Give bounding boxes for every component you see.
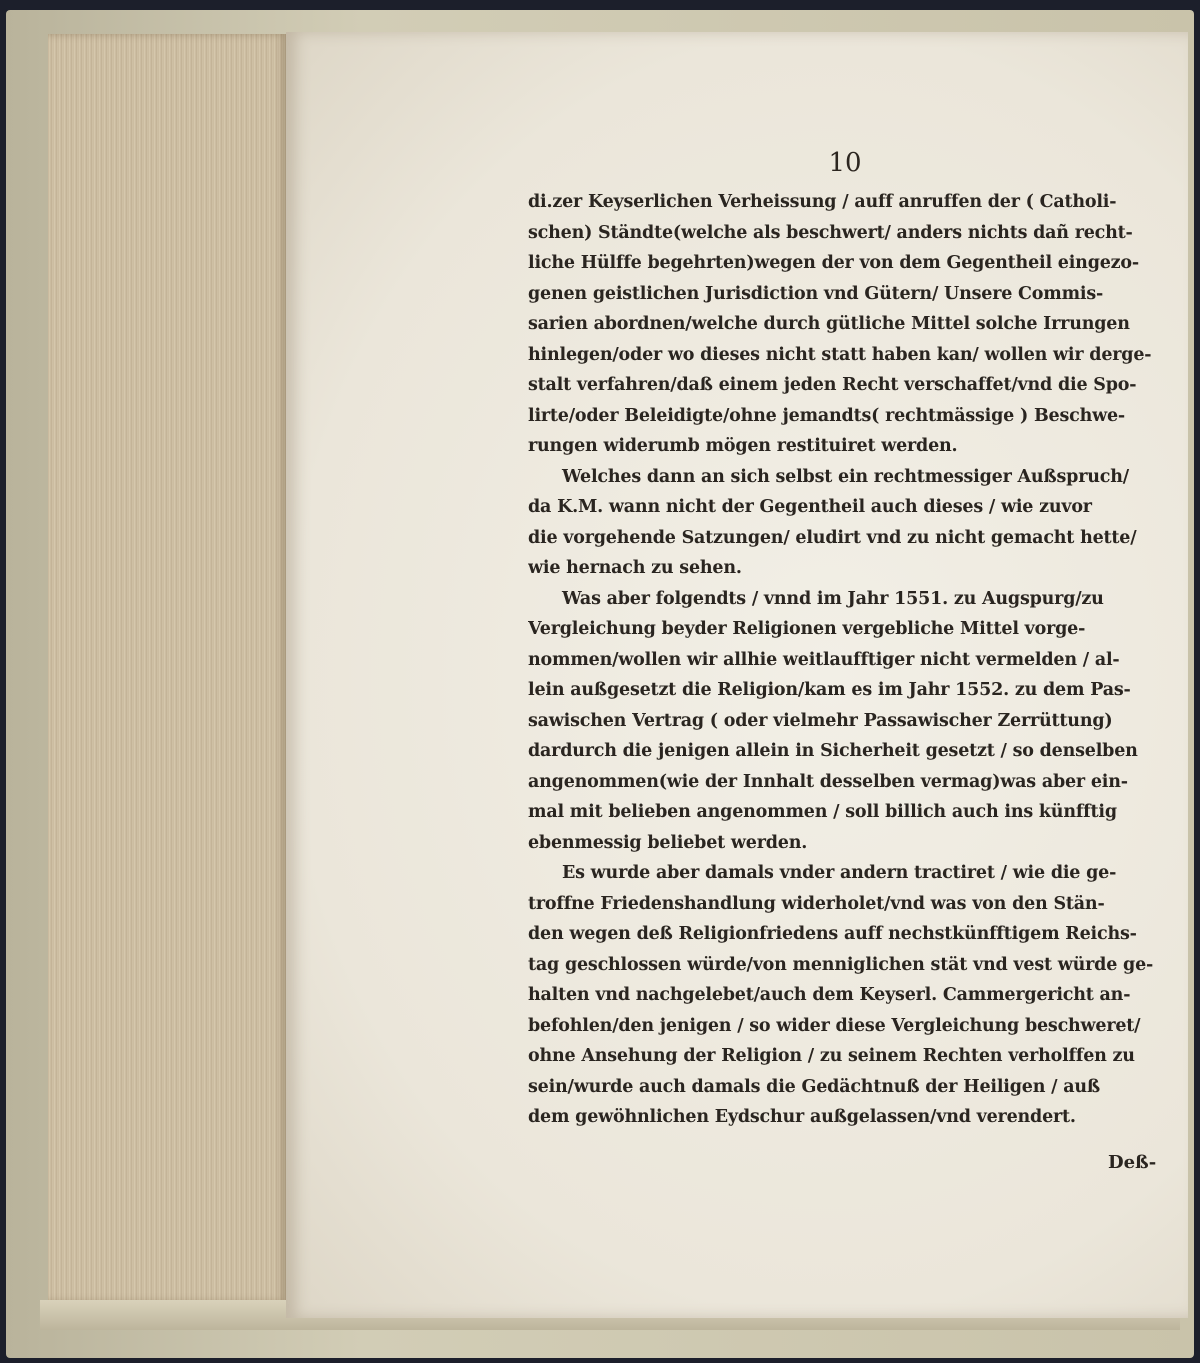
text-line: Es wurde aber damals vnder andern tractiret / wie die ge-: [562, 863, 1117, 883]
text-line: dem gewöhnlichen Eydschur außgelassen/vnd verendert.: [528, 1107, 1076, 1127]
text-line: nommen/wollen wir allhie weitlaufftiger nicht vermelden / al-: [528, 649, 1120, 670]
text-line: tag geschlossen würde/von menniglichen stät vnd vest würde ge-: [528, 954, 1154, 975]
text-line: wie hernach zu sehen.: [528, 558, 742, 578]
page-number: 10: [828, 148, 862, 178]
text-line: sein/wurde auch damals die Gedächtnuß der Heiligen / auß: [528, 1076, 1100, 1097]
text-line: genen geistlichen Jurisdiction vnd Gütern/ Unsere Commis-: [528, 283, 1104, 304]
text-line: mal mit belieben angenommen / soll billich auch ins künfftig: [528, 802, 1117, 822]
text-line: ebenmessig beliebet werden.: [528, 832, 808, 853]
text-line: Welches dann an sich selbst ein rechtmessiger Außspruch/: [562, 466, 1129, 487]
text-line: Was aber folgendts / vnnd im Jahr 1551. zu Augspurg/zu: [562, 588, 1104, 609]
text-line: ohne Ansehung der Religion / zu seinem Rechten verholffen zu: [528, 1046, 1135, 1066]
catchword: Deß-: [1108, 1152, 1157, 1173]
text-line: schen) Ständte(welche als beschwert/ anders nichts dañ recht-: [528, 222, 1133, 243]
body-text: [528, 187, 1168, 1133]
text-line: di.zer Keyserlichen Verheissung / auff anruffen der ( Catholi-: [528, 192, 1117, 212]
text-line: liche Hülffe begehrten)wegen der von dem Gegentheil eingezo-: [528, 253, 1139, 273]
text-line: befohlen/den jenigen / so wider diese Vergleichung beschweret/: [528, 1015, 1141, 1036]
text-line: dardurch die jenigen allein in Sicherheit gesetzt / so denselben: [528, 741, 1138, 761]
text-line: hinlegen/oder wo dieses nicht statt haben kan/ wollen wir derge-: [528, 344, 1152, 365]
text-line: halten vnd nachgelebet/auch dem Keyserl. Cammergericht an-: [528, 985, 1131, 1005]
text-line: da K.M. wann nicht der Gegentheil auch dieses / wie zuvor: [528, 497, 1092, 517]
text-line: lirte/oder Beleidigte/ohne jemandts( rechtmässige ) Beschwe-: [528, 405, 1125, 426]
page-edges: [48, 34, 288, 1302]
text-line: den wegen deß Religionfriedens auff nechstkünfftigem Reichs-: [528, 924, 1137, 944]
text-line: die vorgehende Satzungen/ eludirt vnd zu nicht gemacht hette/: [528, 527, 1137, 548]
text-line: sarien abordnen/welche durch gütliche Mittel solche Irrungen: [528, 314, 1130, 334]
text-line: sawischen Vertrag ( oder vielmehr Passawischer Zerrüttung): [528, 710, 1113, 731]
text-line: lein außgesetzt die Religion/kam es im Jahr 1552. zu dem Pas-: [528, 680, 1131, 700]
text-line: angenommen(wie der Innhalt desselben vermag)was aber ein-: [528, 771, 1128, 792]
text-line: troffne Friedenshandlung widerholet/vnd was von den Stän-: [528, 893, 1105, 914]
text-line: rungen widerumb mögen restituiret werden.: [528, 436, 958, 456]
text-line: Vergleichung beyder Religionen vergebliche Mittel vorge-: [528, 619, 1086, 639]
text-line: stalt verfahren/daß einem jeden Recht verschaffet/vnd die Spo-: [528, 375, 1137, 395]
